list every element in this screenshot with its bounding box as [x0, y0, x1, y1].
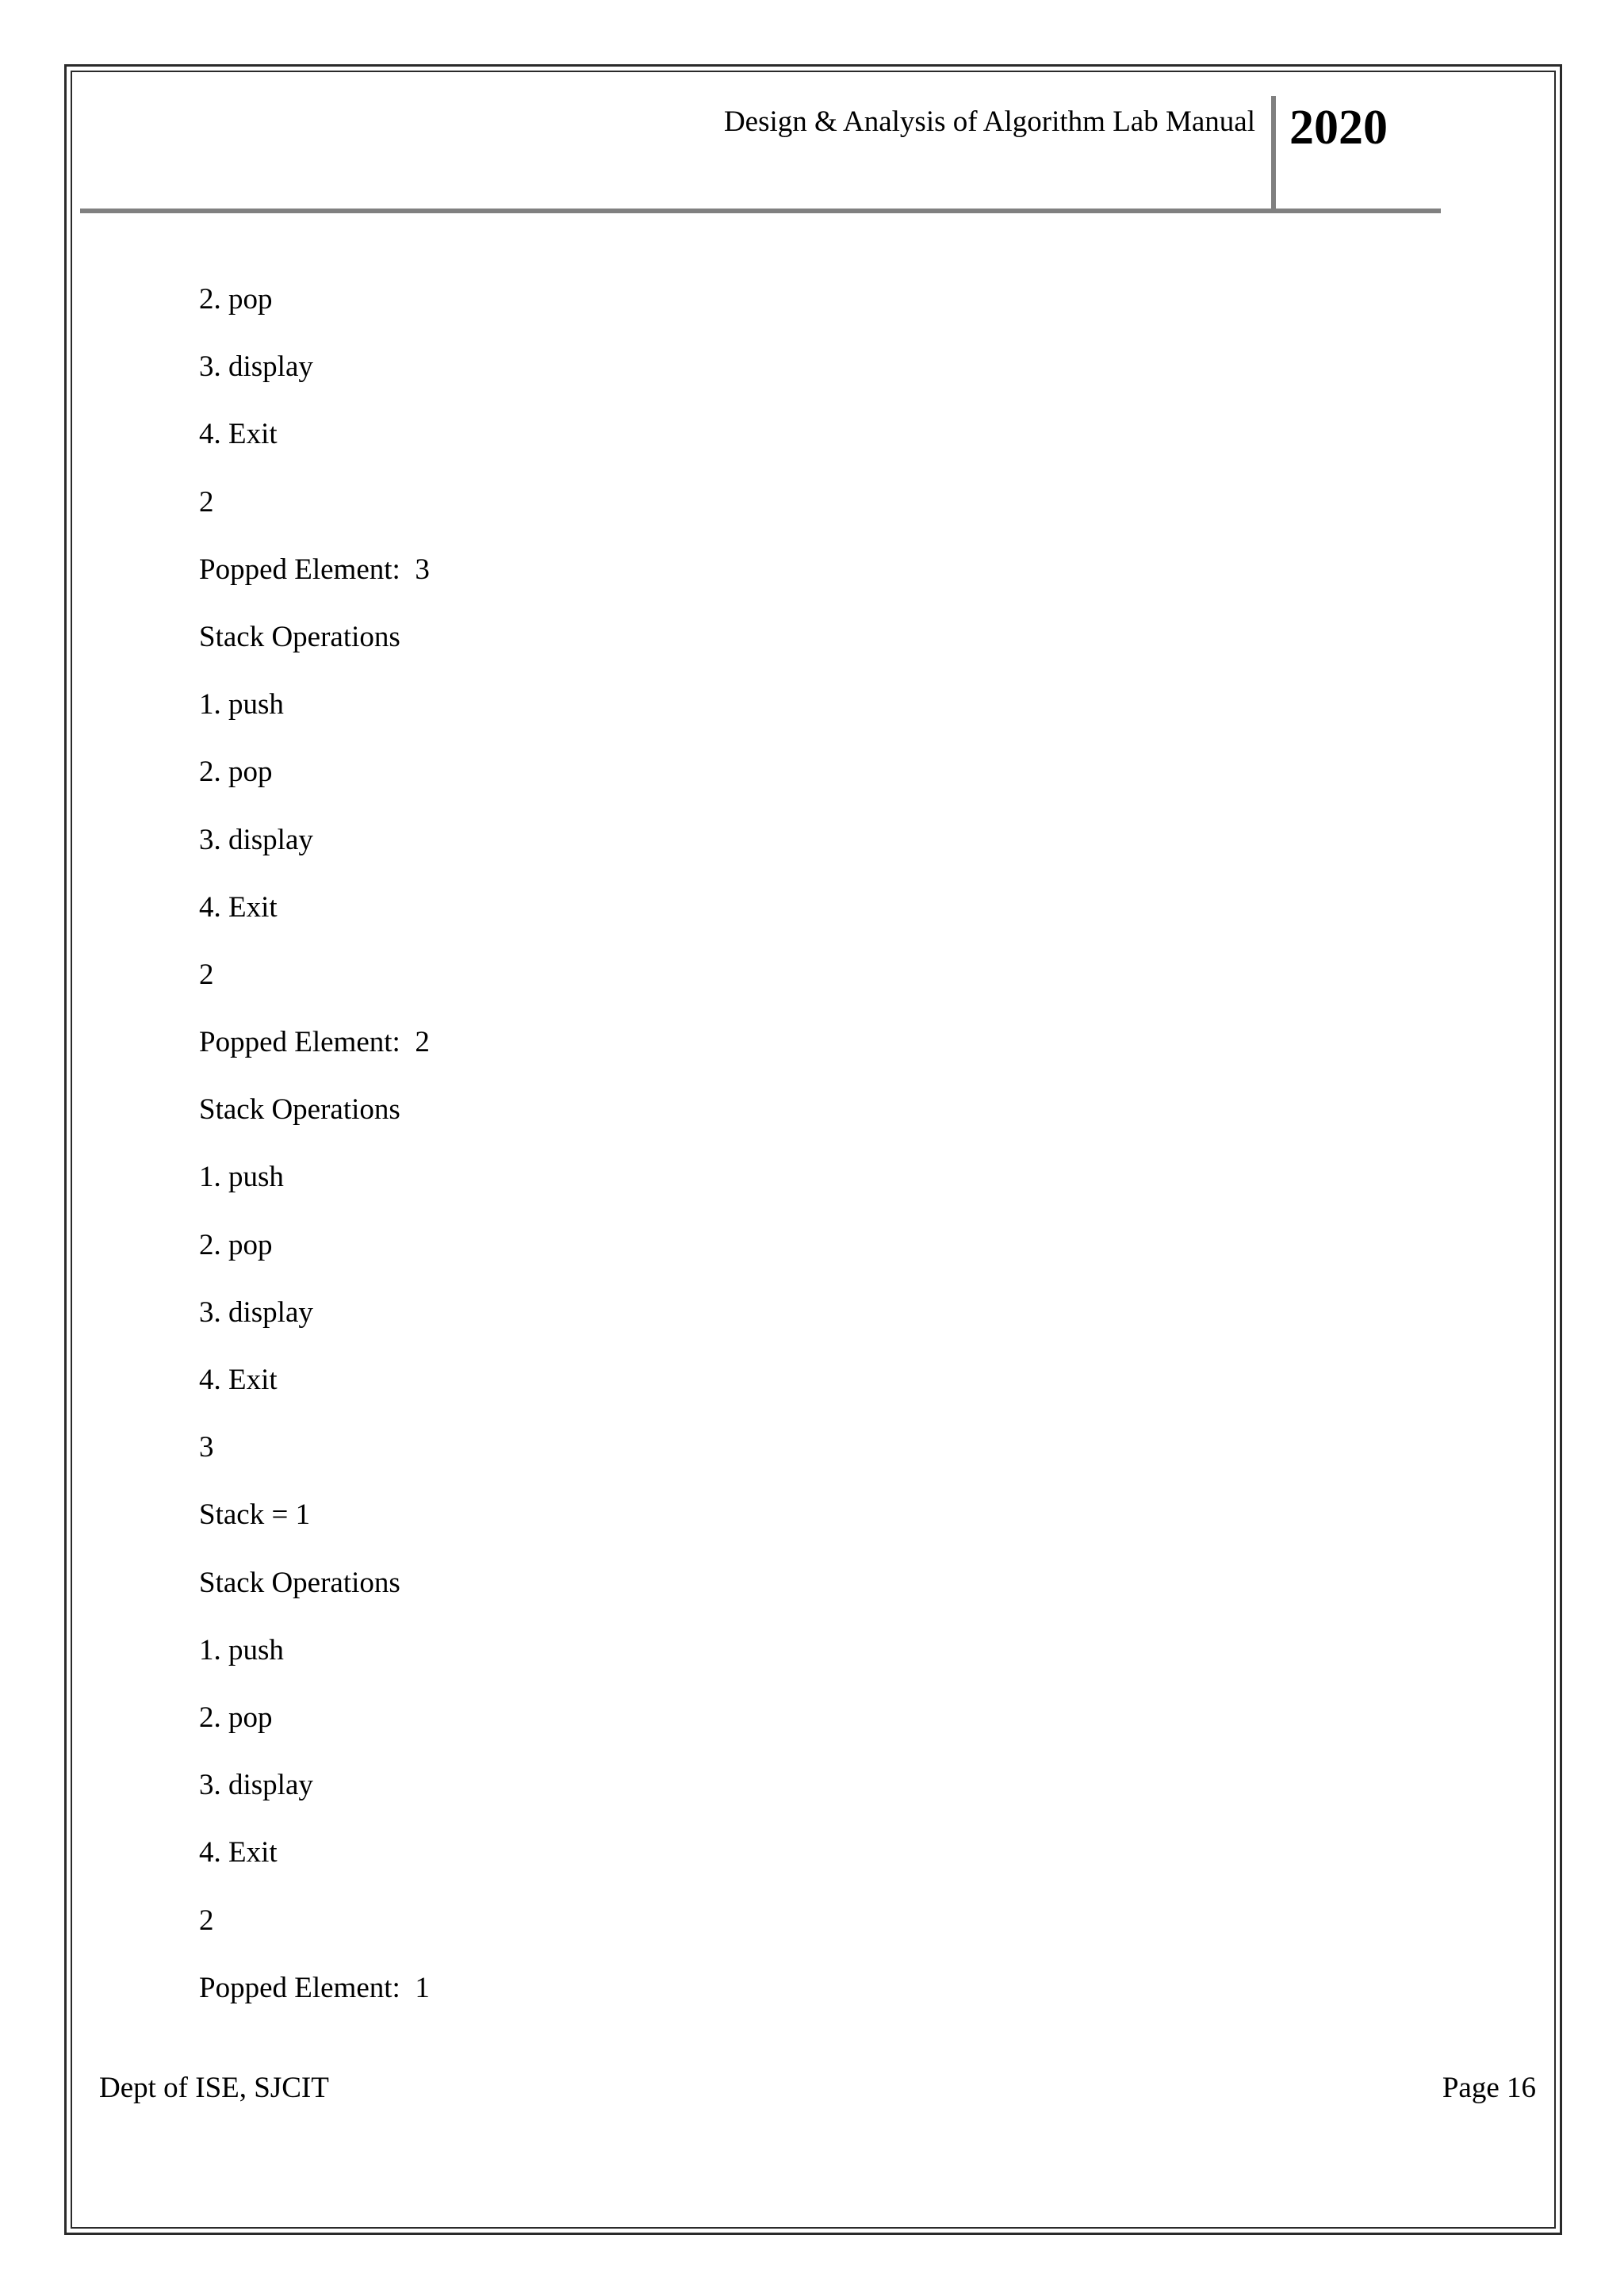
output-line: Stack = 1 — [199, 1498, 311, 1532]
output-line: 2 — [199, 1904, 214, 1937]
output-line: 1. push — [199, 1161, 284, 1194]
footer-department: Dept of ISE, SJCIT — [99, 2072, 329, 2104]
output-line: 2. pop — [199, 1228, 273, 1261]
output-line: Popped Element: 3 — [199, 553, 430, 586]
output-line: Popped Element: 1 — [199, 1971, 430, 2004]
output-line: 2. pop — [199, 283, 273, 316]
output-line: 4. Exit — [199, 418, 278, 451]
footer-page-number: Page 16 — [1442, 2072, 1536, 2104]
output-line: 3. display — [199, 823, 313, 856]
output-line: Stack Operations — [199, 620, 400, 653]
output-line: Stack Operations — [199, 1093, 400, 1127]
output-line: 3. display — [199, 1769, 313, 1802]
output-line: 4. Exit — [199, 1364, 278, 1396]
output-line: 4. Exit — [199, 890, 278, 924]
output-line: 1. push — [199, 1633, 284, 1667]
output-line: 1. push — [199, 688, 284, 721]
output-line: 2. pop — [199, 756, 273, 789]
header-title: Design & Analysis of Algorithm Lab Manual — [723, 105, 1255, 138]
output-line: 3. display — [199, 1295, 313, 1329]
output-line: 3. display — [199, 350, 313, 384]
header-divider-vertical — [1271, 96, 1276, 212]
output-listing — [199, 277, 430, 2034]
output-line: 2 — [199, 958, 214, 991]
header-divider-horizontal — [80, 209, 1441, 213]
output-line: 2. pop — [199, 1701, 273, 1734]
output-line: 4. Exit — [199, 1836, 278, 1869]
output-line: Popped Element: 2 — [199, 1026, 430, 1059]
output-line: 3 — [199, 1431, 214, 1464]
output-line: Stack Operations — [199, 1566, 400, 1599]
output-line: 2 — [199, 485, 214, 519]
header-year: 2020 — [1289, 101, 1388, 155]
